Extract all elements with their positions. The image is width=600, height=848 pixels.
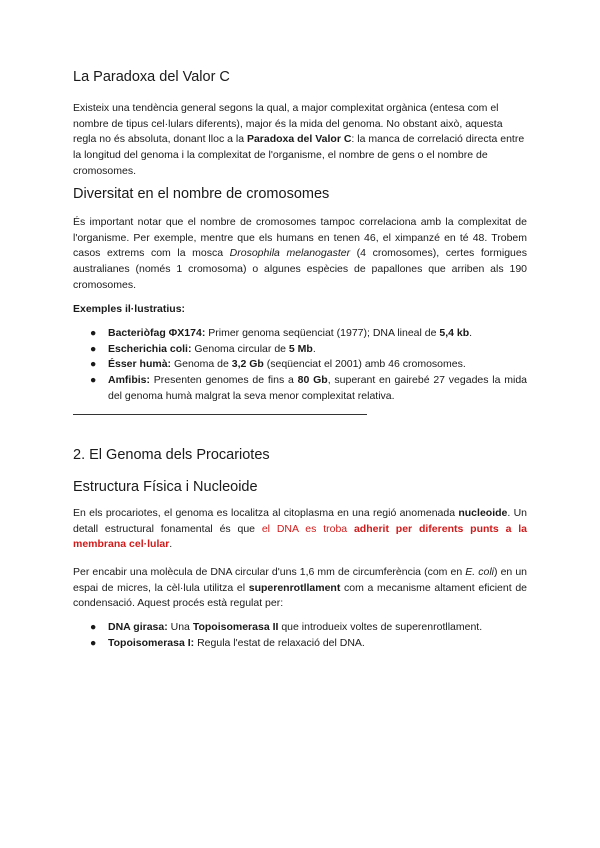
text-run: ) en un espai de micres, la cèl·lula utilitza el [73, 566, 527, 594]
text-run: . Un detall estructural fonamental és que [73, 507, 528, 535]
horizontal-divider [73, 414, 367, 415]
highlight-bold-text: adherit per diferents punts a la membrana cel·lular [73, 522, 527, 551]
text-run: que introdueix voltes de superenrotllament. [278, 621, 483, 633]
item-value: 3,2 Gb [231, 358, 264, 371]
list-item [90, 357, 527, 373]
text-run: , superant en gairebé 27 vegades la mida del genoma humà malgrat la seva menor complexitat relativa. [108, 374, 528, 402]
text-run: . [469, 327, 473, 339]
bullet-icon: ● [90, 342, 97, 355]
highlight-text: el DNA es troba [261, 522, 354, 535]
bold-term: superenrotllament [248, 581, 341, 594]
paragraph-valor-c [73, 101, 527, 180]
paragraph-cromosomes [73, 215, 527, 294]
bullet-icon: ● [90, 621, 97, 633]
item-value: Topoisomerasa II [192, 621, 279, 633]
text-run: En els procariotes, el genoma es localitza al citoplasma en una regió anomenada [73, 507, 459, 519]
species-name: E. coli [465, 566, 494, 578]
text-run: Genoma de [171, 358, 232, 371]
text-run: (seqüenciat el 2001) amb 46 cromosomes. [263, 358, 466, 371]
paragraph-nucleoide [73, 506, 527, 553]
text-run: Primer genoma seqüenciat (1977); DNA lineal de [205, 327, 440, 339]
enzymes-list [90, 620, 527, 651]
item-label: Escherichia coli: [108, 342, 192, 355]
section-title-cromosomes: Diversitat en el nombre de cromosomes [73, 186, 330, 202]
species-name: Drosophila melanogaster [229, 247, 351, 260]
text-run: (4 cromosomes), certes formigues australianes (només 1 cromosoma) o algunes espècies de papallones que arriben als 190 cromosomes. [73, 247, 527, 291]
text-run: : la manca de correlació directa entre la longitud del genoma i la complexitat de l'organisme, el nombre de gens o el nombre de cromosomes. [73, 133, 525, 177]
text-run: . [312, 342, 316, 355]
list-item [90, 636, 527, 652]
bold-term: nucleoide [458, 507, 508, 519]
text-run: És important notar que el nombre de cromosomes tampoc correlaciona amb la complexitat de l'organisme. Per exemple, mentre que els humans en tenen 46, el ximpanzé en té 48. Trobem casos extrems com la mosca [73, 216, 527, 260]
text-run: . [169, 538, 173, 551]
bullet-icon: ● [90, 636, 97, 649]
text-run: Presenten genomes de fins a [150, 374, 298, 387]
list-item [90, 342, 527, 358]
text-run: Regula l'estat de relaxació del DNA. [194, 636, 365, 649]
item-label: DNA girasa: [108, 621, 168, 633]
item-label: Topoisomerasa I: [108, 636, 195, 649]
bullet-icon: ● [90, 374, 97, 387]
text-run: Existeix una tendència general segons la qual, a major complexitat orgànica (entesa com el nombre de tipus cel·lulars diferents), major és la mida del genoma. No obstant això, aquesta regla no és absoluta, donant lloc a la [73, 102, 503, 146]
chapter-title-procariotes: 2. El Genoma dels Procariotes [73, 447, 270, 463]
item-label: Bacteriòfag ΦX174: [108, 327, 206, 339]
bullet-icon: ● [90, 327, 97, 339]
text-run: Per encabir una molècula de DNA circular d'uns 1,6 mm de circumferència (com en [73, 566, 466, 578]
text-run: Genoma circular de [191, 342, 289, 355]
examples-list [90, 326, 527, 405]
bold-term: Paradoxa del Valor C [246, 133, 352, 146]
item-label: Ésser humà: [108, 358, 172, 371]
paragraph-superenrotllament [73, 565, 527, 612]
section-title-valor-c: La Paradoxa del Valor C [73, 69, 230, 85]
item-value: 5,4 kb [439, 327, 470, 339]
examples-heading [73, 302, 527, 318]
bullet-icon: ● [90, 358, 97, 371]
item-value: 80 Gb [297, 374, 328, 387]
section-title-nucleoide: Estructura Física i Nucleoide [73, 479, 258, 495]
examples-heading-text: Exemples il·lustratius: [73, 303, 186, 315]
item-value: 5 Mb [288, 342, 313, 355]
text-run: com a mecanisme altament eficient de condensació. Aquest procés està regulat per: [73, 581, 527, 610]
list-item [90, 326, 527, 342]
list-item [90, 620, 527, 636]
item-label: Amfibis: [108, 374, 150, 387]
list-item [90, 373, 527, 404]
text-run: Una [167, 621, 193, 633]
